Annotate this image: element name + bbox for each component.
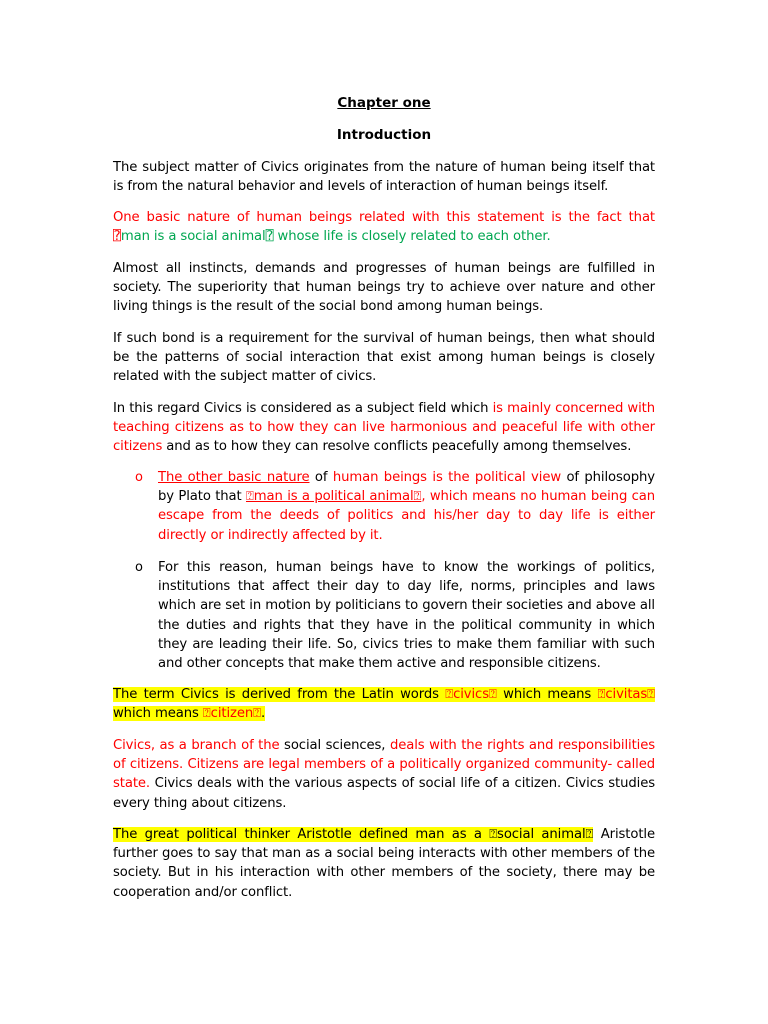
b1-red-underline-quote: ⍰man is a political animal⍰ bbox=[246, 489, 422, 505]
p8-black-a: Aristotle further goes to say that man as a social being interacts with other members of the society. But in his interaction with other members of the society, there may be cooperation and/or conflict. bbox=[113, 827, 655, 900]
p5-red-a: is mainly concerned with teaching citizens as to how they can live harmonious and peaceful life with other citizens bbox=[113, 401, 656, 455]
paragraph-6 bbox=[113, 685, 655, 723]
paragraph-5 bbox=[113, 399, 655, 457]
p6-red-a: ⍰civics⍰ bbox=[445, 687, 497, 702]
bullet-marker-1: o bbox=[135, 470, 143, 485]
b1-red-a: human beings is the political view bbox=[332, 470, 562, 485]
p6-red-c: ⍰citizen⍰ bbox=[202, 706, 261, 722]
p7-black-b: Civics deals with the various aspects of social life of a citizen. Civics studies every thing about citizens. bbox=[113, 776, 655, 811]
paragraph-4: If such bond is a requirement for the survival of human beings, then what should be the patterns of social interaction that exist among human beings is closely related with the subject matter of civics. bbox=[113, 331, 655, 385]
b1-black-a: of bbox=[309, 470, 333, 485]
p6-hl-c: which means bbox=[113, 706, 203, 722]
b1-red-b: , which means no human being can escape from the deeds of politics and his/her day to day life is either directly or indirectly affected by it. bbox=[158, 489, 655, 543]
bullet-item-1 bbox=[158, 468, 655, 545]
paragraph-1: The subject matter of Civics originates from the nature of human being itself that is from the natural behavior and levels of interaction of human beings itself. bbox=[113, 160, 655, 195]
p6-hl-b: which means bbox=[496, 687, 598, 702]
p8-hl-a: The great political thinker Aristotle defined man as a ⍰social animal⍰ bbox=[113, 827, 594, 842]
paragraph-3: Almost all instincts, demands and progresses of human beings are fulfilled in society. The superiority that human beings try to achieve over nature and other living things is the result of the social bond among human beings. bbox=[113, 261, 655, 315]
p2-quote-open: ⍰ bbox=[113, 229, 121, 245]
p2-green-a: man is a social animal bbox=[120, 229, 266, 245]
paragraph-7 bbox=[113, 736, 655, 813]
p6-hl-d: . bbox=[260, 706, 266, 722]
section-title: Introduction bbox=[336, 127, 432, 143]
chapter-title: Chapter one bbox=[337, 95, 431, 111]
p5-black-a: In this regard Civics is considered as a subject field which bbox=[113, 401, 493, 416]
p7-red-a: Civics, as a branch of the bbox=[113, 738, 280, 753]
p7-black-a: social sciences, bbox=[279, 738, 390, 753]
paragraph-8 bbox=[113, 825, 655, 902]
b1-red-underline: The other basic nature bbox=[158, 470, 310, 485]
paragraph-2 bbox=[113, 208, 655, 246]
p2-red-b: whose life is closely related to each other. bbox=[273, 229, 551, 245]
p7-red-b: deals with the rights and responsibilities of citizens. Citizens are legal members of a politically organized community- called state. bbox=[113, 738, 655, 792]
bullet-marker-2: o bbox=[135, 560, 143, 575]
p2-red-a: One basic nature of human beings related with this statement is the fact that bbox=[113, 210, 655, 225]
p2-quote-close: ⍰ bbox=[265, 229, 274, 245]
p6-red-b: ⍰civitas⍰ bbox=[597, 687, 655, 702]
p5-black-b: and as to how they can resolve conflicts peacefully among themselves. bbox=[162, 439, 632, 455]
b1-black-b: of philosophy by Plato that bbox=[158, 470, 655, 505]
bullet-item-2: For this reason, human beings have to know the workings of politics, institutions that affect their day to day life, norms, principles and laws which are set in motion by politicians to govern their societies and above all the duties and rights that they have in the political community in which they are leading their life. So, civics tries to make them familiar with such and other concepts that make them active and responsible citizens. bbox=[158, 560, 655, 672]
p6-hl-a: The term Civics is derived from the Latin words bbox=[113, 687, 446, 702]
